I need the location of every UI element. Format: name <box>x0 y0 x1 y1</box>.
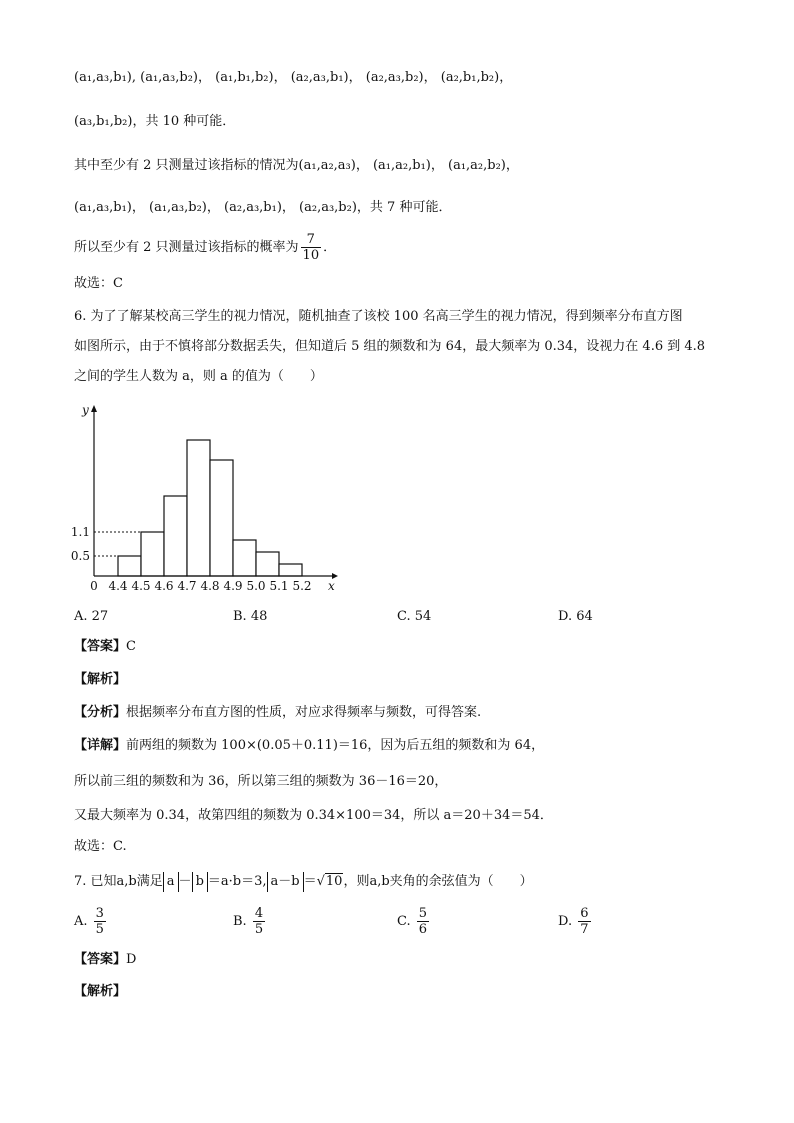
x-tick-label: 4.9 <box>223 579 243 593</box>
q6-detail3: 又最大频率为 0.34，故第四组的频数为 0.34×100＝34，所以 a＝20＋34＝54． <box>74 808 553 823</box>
set-item: (a₁,a₃,b₁) <box>74 200 132 215</box>
set-item: (a₂,a₃,b₂) <box>365 70 424 85</box>
fraction <box>301 232 322 263</box>
frequency-histogram <box>70 400 350 600</box>
denominator: 5 <box>95 922 104 937</box>
q6-fenxi <box>74 703 481 723</box>
q6-option-c[interactable]: C. 54 <box>397 609 432 624</box>
q6-analysis-tag: 【解析】 <box>74 672 127 687</box>
q5-choice: 故选：C <box>74 276 123 291</box>
text: 7. 已知 <box>74 874 117 889</box>
detail-tag: 【详解】 <box>74 738 127 753</box>
numerator: 3 <box>95 906 104 921</box>
answer-tag: 【答案】 <box>74 952 127 967</box>
y-axis-label: y <box>82 403 89 417</box>
x-axis-label: x <box>328 579 335 593</box>
option-fraction <box>417 906 429 937</box>
option-letter: C. <box>397 914 411 929</box>
option-fraction <box>253 906 265 937</box>
numerator: 5 <box>418 906 428 921</box>
histogram-bar <box>256 552 279 576</box>
q7-answer <box>74 950 136 970</box>
denominator: 6 <box>418 922 428 937</box>
q6-stem-line3: 之间的学生人数为 a，则 a 的值为（ ） <box>74 369 323 384</box>
q7-option-c[interactable] <box>397 906 431 937</box>
set-item: (a₁,a₃,b₂) <box>140 70 199 85</box>
q6-stem-line1: 6. 为了了解某校高三学生的视力情况，随机抽查了该校 100 名高三学生的视力情况，得到频率分布直方图 <box>74 309 683 324</box>
text: ，则 <box>343 874 370 889</box>
histogram-bar <box>141 532 164 576</box>
x-tick-label: 4.8 <box>200 579 220 593</box>
x-tick-label: 5.2 <box>292 579 312 593</box>
option-fraction <box>578 906 590 937</box>
numerator: 4 <box>254 906 264 921</box>
set-item: (a₁,a₂,a₃) <box>298 158 356 173</box>
histogram-bar <box>118 556 141 576</box>
q5-sets-line2 <box>74 112 235 132</box>
histogram-bar <box>233 540 256 576</box>
q6-option-a[interactable]: A. 27 <box>74 609 109 624</box>
denominator: 10 <box>302 248 320 263</box>
q6-answer <box>74 637 136 657</box>
count-text: ，共 7 种可能． <box>356 200 452 215</box>
option-letter: A. <box>74 914 88 929</box>
q6-option-d[interactable]: D. 64 <box>558 609 593 624</box>
numerator: 7 <box>301 232 322 248</box>
q6-stem-line2: 如图所示，由于不慎将部分数据丢失，但知道后 5 组的频数和为 64，最大频率为 0.34，设视力在 4.6 到 4.8 <box>74 339 706 354</box>
x-tick-label: 4.5 <box>131 579 151 593</box>
q6-detail2: 所以前三组的频数和为 36，所以第三组的频数为 36－16＝20， <box>74 774 448 789</box>
set-item: (a₁,a₃,b₁) <box>74 70 132 85</box>
abs-a: a <box>163 872 179 892</box>
y-tick-label: 1.1 <box>70 525 90 539</box>
q7-stem: 7. 已知a,b满足 a － b ＝a·b＝3, a－b ＝√10，则a,b夹角的余弦值为（ ） <box>74 872 533 892</box>
set-item: (a₂,a₃,b₁) <box>224 200 282 215</box>
text: 所以至少有 2 只测量过该指标的概率为 <box>74 240 299 255</box>
q7-option-d[interactable] <box>558 906 593 937</box>
vector-ab: a,b <box>116 874 137 889</box>
numerator: 6 <box>580 906 589 921</box>
q6-detail1 <box>74 736 544 756</box>
fenxi-text: 根据频率分布直方图的性质，对应求得频率与频数，可得答案. <box>126 705 482 720</box>
x-tick-label: 4.6 <box>154 579 174 593</box>
q5-sets-line1: (a₁,a₃,b₁), (a₁,a₃,b₂)， (a₁,b₁,b₂)， (a₂,a₃,b₁)， (a₂,a₃,b₂)， (a₂,b₁,b₂)， <box>74 70 513 85</box>
histogram-bar <box>164 496 187 576</box>
answer-value: D <box>126 952 137 967</box>
histogram-bar <box>187 440 210 576</box>
set-item: (a₂,a₃,b₁) <box>290 70 349 85</box>
set-item: (a₃,b₁,b₂) <box>74 114 133 129</box>
q5-sets-line4: (a₁,a₃,b₁)， (a₁,a₃,b₂)， (a₂,a₃,b₁)， (a₂,a₃,b₂)，共 7 种可能． <box>74 200 452 215</box>
x-tick-label: 5.0 <box>246 579 266 593</box>
denominator: 7 <box>580 922 589 937</box>
set-item: (a₁,a₂,b₁) <box>372 158 431 173</box>
y-axis-arrow <box>91 405 97 412</box>
set-item: (a₁,a₂,b₂) <box>448 158 506 173</box>
q6-option-b[interactable]: B. 48 <box>233 609 268 624</box>
detail-text: 前两组的频数为 100×(0.05＋0.11)＝16，因为后五组的频数和为 64， <box>126 738 545 753</box>
x-tick-label: 4.7 <box>177 579 197 593</box>
x-tick-label: 0 <box>90 579 98 593</box>
set-item: (a₁,b₁,b₂) <box>215 70 274 85</box>
x-tick-label: 4.4 <box>108 579 128 593</box>
answer-tag: 【答案】 <box>74 639 127 654</box>
set-item: (a₂,a₃,b₂) <box>299 200 357 215</box>
set-item: (a₁,a₃,b₂) <box>149 200 207 215</box>
q7-option-b[interactable] <box>233 906 267 937</box>
text: 满足 <box>136 874 163 889</box>
abs-a-minus-b: a－b <box>267 872 304 892</box>
option-fraction <box>94 906 106 937</box>
set-item: (a₂,b₁,b₂) <box>440 70 500 85</box>
text: ＝3, <box>241 874 267 889</box>
x-tick-label: 5.1 <box>269 579 289 593</box>
abs-b: b <box>192 872 208 892</box>
q6-choice: 故选：C. <box>74 839 127 854</box>
q7-analysis-tag: 【解析】 <box>74 984 127 999</box>
text: 夹角的余弦值为（ ） <box>389 874 533 889</box>
q5-sets-line3: 其中至少有 2 只测量过该指标的情况为(a₁,a₂,a₃)， (a₁,a₂,b₁)， (a₁,a₂,b₂)， <box>74 158 519 173</box>
fenxi-tag: 【分析】 <box>74 705 127 720</box>
histogram-bar <box>279 564 302 576</box>
answer-value: C <box>126 639 136 654</box>
q7-option-a[interactable] <box>74 906 108 937</box>
option-letter: B. <box>233 914 247 929</box>
q5-probability-line <box>74 232 336 263</box>
text: ． <box>323 240 337 255</box>
count-text: ，共 10 种可能． <box>132 114 236 129</box>
histogram-bar <box>210 460 233 576</box>
denominator: 5 <box>254 922 264 937</box>
sqrt-value: 10 <box>325 874 343 889</box>
vector-ab: a,b <box>369 874 390 889</box>
text: 其中至少有 2 只测量过该指标的情况为 <box>74 158 299 173</box>
y-tick-label: 0.5 <box>70 549 90 563</box>
option-letter: D. <box>558 914 573 929</box>
